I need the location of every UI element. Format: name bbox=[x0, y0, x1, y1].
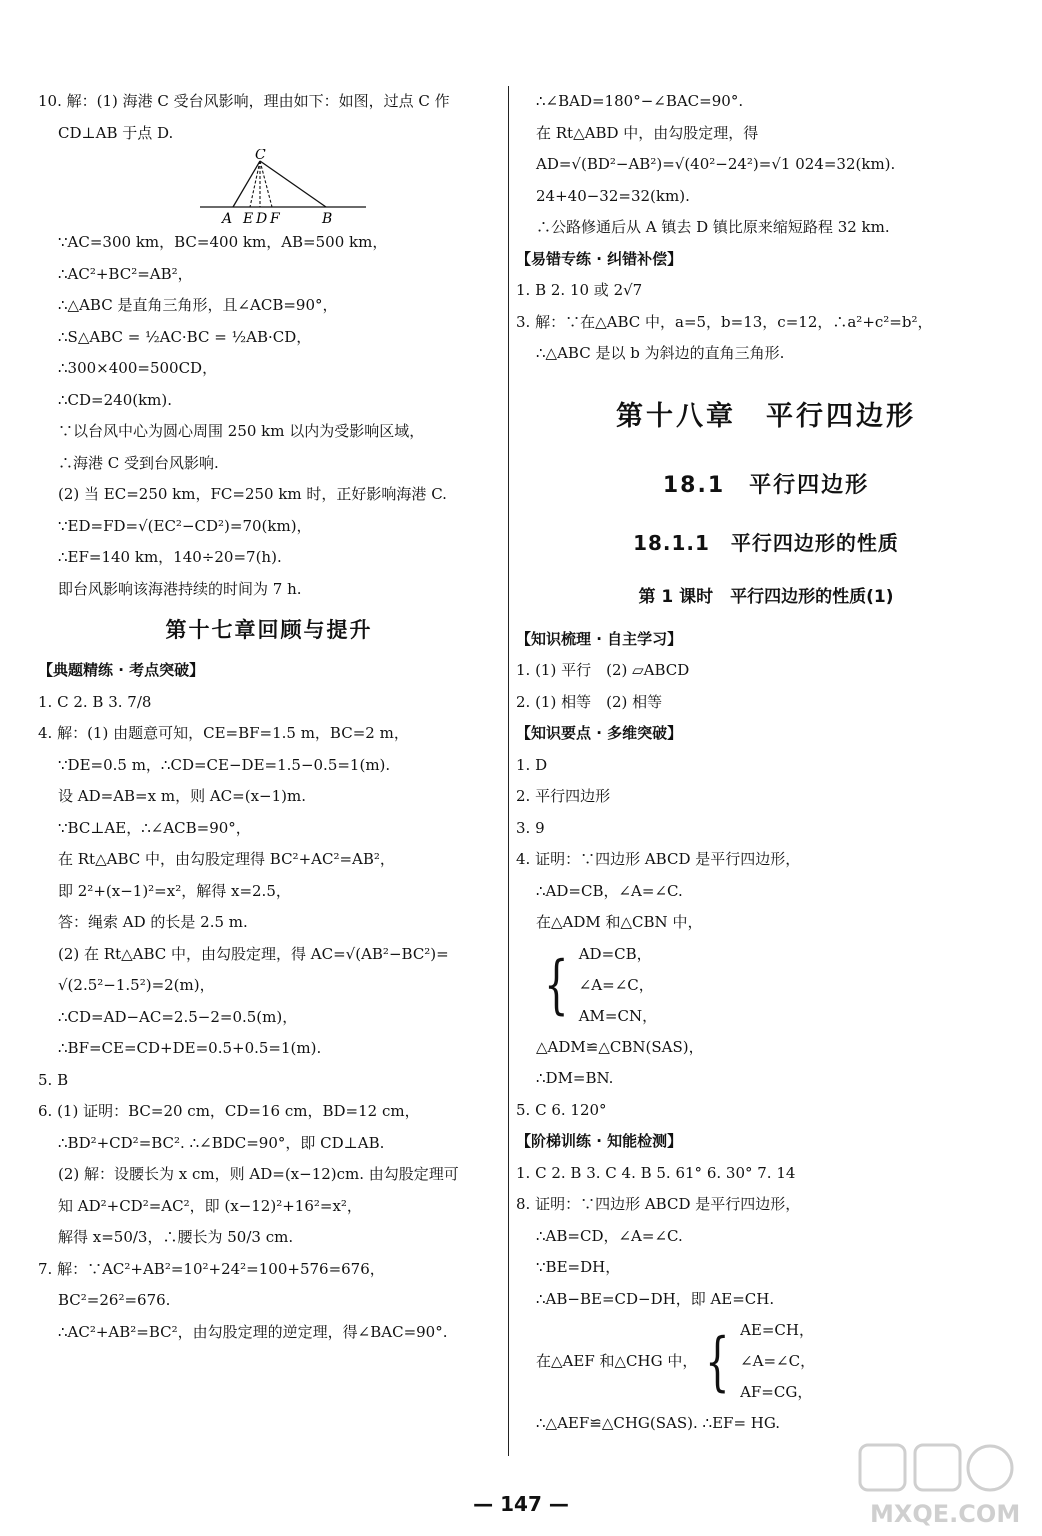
q4-line-2: ∵DE=0.5 m，∴CD=CE−DE=1.5−0.5=1(m). bbox=[58, 755, 391, 774]
chapter-17-review-title: 第十七章回顾与提升 bbox=[165, 618, 373, 642]
column-divider bbox=[508, 86, 509, 1456]
section-18-1-title: 18.1 平行四边形 bbox=[662, 472, 870, 498]
q8-cond-2: ∠A=∠C， bbox=[740, 1352, 816, 1370]
label-A: A bbox=[222, 211, 233, 227]
section-yaodian: 【知识要点 · 多维突破】 bbox=[516, 724, 683, 742]
q7-line-3: ∴AC²+AB²=BC²，由勾股定理的逆定理，得∠BAC=90°. bbox=[58, 1322, 448, 1341]
q7-cont-line-3: AD=√(BD²−AB²)=√(40²−24²)=√1 024=32(km). bbox=[536, 155, 896, 173]
section-zhishi: 【知识梳理 · 自主学习】 bbox=[516, 629, 683, 648]
q10-line-10: ∴海港 C 受到台风影响. bbox=[58, 453, 219, 472]
q10-line-11: (2) 当 EC=250 km，FC=250 km 时，正好影响海港 C. bbox=[58, 485, 447, 503]
q10-line-6: ∴S△ABC = ½AC·BC = ½AB·CD， bbox=[58, 327, 312, 346]
q6-line-5: 解得 x=50/3，∴腰长为 50/3 cm. bbox=[58, 1228, 294, 1246]
q6-line-4: 知 AD²+CD²=AC²，即 (x−12)²+16²=x²， bbox=[58, 1196, 362, 1215]
q10-line-7: ∴300×400=500CD， bbox=[58, 359, 218, 377]
watermark-graphic bbox=[850, 1440, 1030, 1500]
label-D: D bbox=[256, 211, 268, 227]
q6-line-2: ∴BD²+CD²=BC². ∴∠BDC=90°，即 CD⊥AB. bbox=[58, 1133, 385, 1152]
section-18-1-1-title: 18.1.1 平行四边形的性质 bbox=[633, 530, 899, 555]
q10-line-14: 即台风影响该海港持续的时间为 7 h. bbox=[58, 579, 302, 598]
q10-line-9: ∵以台风中心为圆心周围 250 km 以内为受影响区域， bbox=[58, 422, 425, 440]
q7-line-2: BC²=26²=676. bbox=[58, 1291, 171, 1309]
triangle-diagram bbox=[198, 149, 368, 227]
r-q4-after-2: ∴DM=BN. bbox=[536, 1069, 614, 1087]
label-E: E bbox=[243, 211, 254, 227]
q10-line-2: CD⊥AB 于点 D. bbox=[58, 123, 174, 142]
q7-cont-line-2: 在 Rt△ABD 中，由勾股定理，得 bbox=[536, 123, 759, 142]
q4-line-4: ∵BC⊥AE，∴∠ACB=90°， bbox=[58, 818, 251, 837]
section-jieti: 【阶梯训练 · 知能检测】 bbox=[516, 1132, 683, 1150]
q10-line-5: ∴△ABC 是直角三角形，且∠ACB=90°， bbox=[58, 296, 338, 314]
yd-answer-3: 3. 9 bbox=[516, 818, 545, 837]
q7-cont-line-5: ∴公路修通后从 A 镇去 D 镇比原来缩短路程 32 km. bbox=[536, 218, 890, 236]
answers-1-3: 1. C 2. B 3. 7/8 bbox=[38, 692, 152, 711]
q4-line-11: ∴BF=CE=CD+DE=0.5+0.5=1(m). bbox=[58, 1039, 322, 1057]
answers-5-6: 5. C 6. 120° bbox=[516, 1100, 607, 1119]
q8-brace-group bbox=[516, 1315, 1016, 1408]
q4-line-5: 在 Rt△ABC 中，由勾股定理得 BC²+AC²=AB²， bbox=[58, 850, 395, 868]
r-q4-cond-1: AD=CB， bbox=[578, 944, 652, 963]
yd-answer-1: 1. D bbox=[516, 755, 548, 774]
q3-line-1: 3. 解：∵在△ABC 中，a=5，b=13，c=12，∴a²+c²=b²， bbox=[516, 312, 933, 331]
r-q4-line-2: ∴AD=CB，∠A=∠C. bbox=[536, 881, 683, 900]
q4-line-8: (2) 在 Rt△ABC 中，由勾股定理，得 AC=√(AB²−BC²)= bbox=[58, 944, 449, 963]
q4-line-9: √(2.5²−1.5²)=2(m)， bbox=[58, 976, 215, 994]
q10-line-1: 10. 解：(1) 海港 C 受台风影响，理由如下：如图，过点 C 作 bbox=[38, 92, 450, 110]
q8-line-3: ∵BE=DH， bbox=[536, 1258, 621, 1276]
right-column bbox=[516, 86, 1016, 1440]
q5-answer: 5. B bbox=[38, 1070, 69, 1089]
zs-answer-1: 1. (1) 平行 (2) ▱ABCD bbox=[516, 661, 690, 679]
answers-1-2: 1. B 2. 10 或 2√7 bbox=[516, 281, 643, 299]
q8-cond-3: AF=CG， bbox=[740, 1383, 813, 1401]
yd-answer-2: 2. 平行四边形 bbox=[516, 787, 611, 805]
label-F: F bbox=[270, 211, 280, 227]
q4-line-7: 答：绳索 AD 的长是 2.5 m. bbox=[58, 913, 248, 931]
q10-line-3: ∵AC=300 km，BC=400 km，AB=500 km， bbox=[58, 233, 388, 251]
label-C: C bbox=[255, 149, 266, 163]
q4-line-1: 4. 解：(1) 由题意可知，CE=BF=1.5 m，BC=2 m， bbox=[38, 724, 409, 742]
watermark-text: MXQE.COM bbox=[870, 1500, 1021, 1528]
r-q4-line-1: 4. 证明：∵四边形 ABCD 是平行四边形， bbox=[516, 850, 801, 868]
q8-line-1: 8. 证明：∵四边形 ABCD 是平行四边形， bbox=[516, 1195, 801, 1213]
q8-line-2: ∴AB=CD，∠A=∠C. bbox=[536, 1226, 683, 1245]
lesson-1-title: 第 1 课时 平行四边形的性质(1) bbox=[638, 586, 894, 607]
answers-1-7: 1. C 2. B 3. C 4. B 5. 61° 6. 30° 7. 14 bbox=[516, 1163, 796, 1182]
r-q4-brace-group bbox=[516, 939, 1016, 1032]
q8-line-4: ∴AB−BE=CD−DH，即 AE=CH. bbox=[536, 1289, 775, 1308]
left-brace: { bbox=[705, 1324, 730, 1399]
q10-line-8: ∴CD=240(km). bbox=[58, 390, 173, 409]
chapter-18-title: 第十八章 平行四边形 bbox=[616, 400, 916, 432]
triangle-figure bbox=[198, 149, 500, 227]
q10-line-13: ∴EF=140 km，140÷20=7(h). bbox=[58, 548, 282, 566]
watermark-logo bbox=[850, 1440, 1030, 1530]
page-number: — 147 — bbox=[473, 1492, 569, 1516]
q4-line-3: 设 AD=AB=x m，则 AC=(x−1)m. bbox=[58, 787, 306, 805]
q10-line-4: ∴AC²+BC²=AB²， bbox=[58, 264, 193, 283]
q10-line-12: ∵ED=FD=√(EC²−CD²)=70(km)， bbox=[58, 516, 312, 535]
q8-last-line: ∴△AEF≌△CHG(SAS). ∴EF= HG. bbox=[536, 1414, 781, 1432]
r-q4-after-1: △ADM≌△CBN(SAS)， bbox=[536, 1037, 704, 1056]
r-q4-line-3: 在△ADM 和△CBN 中， bbox=[536, 913, 703, 931]
zs-answer-2: 2. (1) 相等 (2) 相等 bbox=[516, 692, 663, 711]
q8-brace-prefix: 在△AEF 和△CHG 中， bbox=[536, 1351, 698, 1370]
q7-cont-line-1: ∴∠BAD=180°−∠BAC=90°. bbox=[536, 92, 744, 110]
r-q4-cond-2: ∠A=∠C， bbox=[578, 975, 654, 994]
left-column bbox=[38, 86, 500, 1348]
left-brace: { bbox=[544, 948, 569, 1022]
q6-line-1: 6. (1) 证明：BC=20 cm，CD=16 cm，BD=12 cm， bbox=[38, 1102, 420, 1120]
q4-line-6: 即 2²+(x−1)²=x²，解得 x=2.5， bbox=[58, 881, 291, 900]
q6-line-3: (2) 解：设腰长为 x cm，则 AD=(x−12)cm. 由勾股定理可 bbox=[58, 1165, 459, 1183]
q7-cont-line-4: 24+40−32=32(km). bbox=[536, 186, 690, 205]
r-q4-cond-3: AM=CN， bbox=[578, 1006, 658, 1025]
label-B: B bbox=[322, 211, 333, 227]
q3-line-2: ∴△ABC 是以 b 为斜边的直角三角形. bbox=[536, 344, 785, 362]
section-dianti: 【典题精练 · 考点突破】 bbox=[38, 661, 205, 679]
q8-cond-1: AE=CH， bbox=[740, 1321, 814, 1339]
q7-line-1: 7. 解：∵AC²+AB²=10²+24²=100+576=676， bbox=[38, 1259, 385, 1278]
q4-line-10: ∴CD=AD−AC=2.5−2=0.5(m)， bbox=[58, 1007, 298, 1026]
section-yicuo: 【易错专练 · 纠错补偿】 bbox=[516, 249, 683, 268]
